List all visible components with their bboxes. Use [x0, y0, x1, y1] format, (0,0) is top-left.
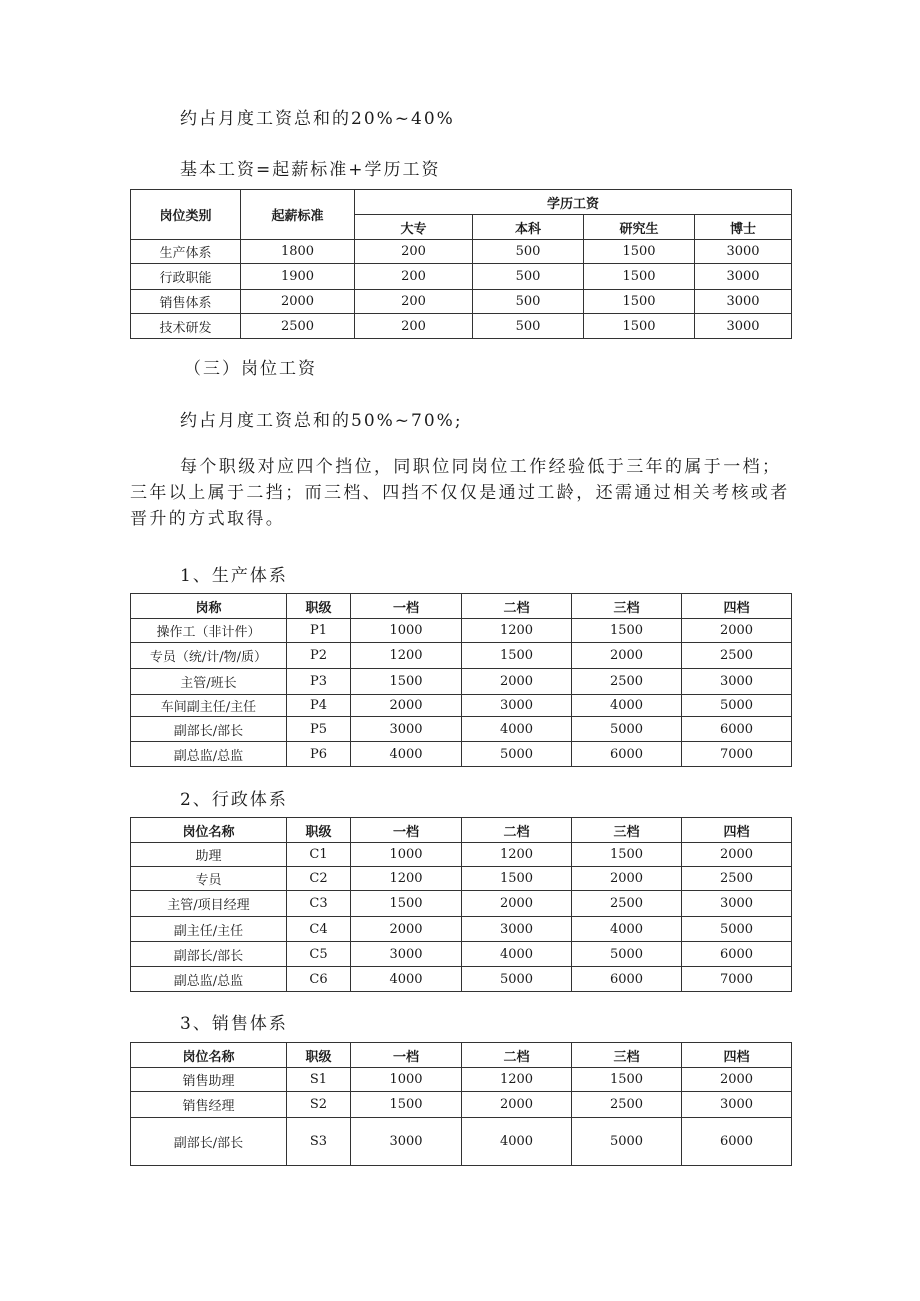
- column-header: 三档: [572, 594, 682, 619]
- table-row: [131, 967, 792, 992]
- table-cell: 4000: [351, 742, 462, 767]
- table-cell: 3000: [351, 942, 462, 967]
- table-cell: 5000: [572, 942, 682, 967]
- column-header: 四档: [682, 818, 792, 843]
- table-cell: 5000: [682, 695, 792, 717]
- table-cell: P4: [287, 695, 351, 717]
- table-cell: 1200: [462, 843, 572, 867]
- header-boshi: 博士: [695, 215, 792, 240]
- table-cell: 500: [473, 264, 584, 290]
- table-cell: 3000: [682, 669, 792, 695]
- header-category: 岗位类别: [131, 190, 241, 240]
- column-header: 岗称: [131, 594, 287, 619]
- table-cell: 主管/班长: [131, 669, 287, 695]
- table-cell: P6: [287, 742, 351, 767]
- table-cell: 200: [355, 290, 473, 314]
- table-cell: 1200: [351, 643, 462, 669]
- table-row: [131, 619, 792, 643]
- table-cell: 4000: [351, 967, 462, 992]
- table-row: [131, 1118, 792, 1166]
- column-header: 职级: [287, 818, 351, 843]
- table-row: [131, 867, 792, 891]
- header-yanjiusheng: 研究生: [584, 215, 695, 240]
- column-header: 二档: [462, 1043, 572, 1068]
- table-cell: 1000: [351, 1068, 462, 1092]
- table-cell: 7000: [682, 742, 792, 767]
- table-cell: 2500: [241, 314, 355, 339]
- table-cell: 2000: [572, 643, 682, 669]
- table-cell: S1: [287, 1068, 351, 1092]
- table-cell: 3000: [462, 917, 572, 942]
- table-cell: 车间副主任/主任: [131, 695, 287, 717]
- table-cell: 200: [355, 314, 473, 339]
- table-cell: 2000: [462, 669, 572, 695]
- table-cell: 销售体系: [131, 290, 241, 314]
- table-cell: 500: [473, 240, 584, 264]
- table-cell: 4000: [572, 917, 682, 942]
- table-cell: S3: [287, 1118, 351, 1166]
- table-cell: 6000: [682, 1118, 792, 1166]
- grade-rule-paragraph: 每个职级对应四个挡位，同职位同岗位工作经验低于三年的属于一档；三年以上属于二挡；而三档、四挡不仅仅是通过工龄，还需通过相关考核或者晋升的方式取得。: [130, 457, 790, 529]
- table-cell: P3: [287, 669, 351, 695]
- table-cell: 生产体系: [131, 240, 241, 264]
- column-header: 一档: [351, 594, 462, 619]
- table-cell: C2: [287, 867, 351, 891]
- table-cell: 200: [355, 240, 473, 264]
- section-production: 1、生产体系: [180, 566, 288, 586]
- table-cell: 200: [355, 264, 473, 290]
- table-cell: 5000: [572, 1118, 682, 1166]
- column-header: 三档: [572, 818, 682, 843]
- table-cell: 副总监/总监: [131, 967, 287, 992]
- table-cell: 1500: [584, 314, 695, 339]
- table-cell: 2000: [241, 290, 355, 314]
- table-row: [131, 290, 792, 314]
- table-cell: 1500: [584, 264, 695, 290]
- admin-salary-table: [130, 817, 792, 992]
- table-cell: 副部长/部长: [131, 717, 287, 742]
- header-start-salary: 起薪标准: [241, 190, 355, 240]
- table-row: [131, 942, 792, 967]
- table-row: [131, 843, 792, 867]
- table-cell: C6: [287, 967, 351, 992]
- column-header: 四档: [682, 594, 792, 619]
- table-cell: C1: [287, 843, 351, 867]
- table-cell: 7000: [682, 967, 792, 992]
- header-education-salary: 学历工资: [355, 190, 792, 215]
- table-cell: 4000: [572, 695, 682, 717]
- table-cell: 4000: [462, 1118, 572, 1166]
- table-cell: 4000: [462, 717, 572, 742]
- table-cell: 6000: [572, 967, 682, 992]
- column-header: 一档: [351, 818, 462, 843]
- table-cell: 500: [473, 290, 584, 314]
- table-row: [131, 695, 792, 717]
- table-cell: 2500: [572, 891, 682, 917]
- table-cell: 5000: [682, 917, 792, 942]
- table-row: [131, 669, 792, 695]
- table-cell: 2000: [351, 695, 462, 717]
- table-cell: 3000: [682, 891, 792, 917]
- table-cell: P5: [287, 717, 351, 742]
- table-cell: 5000: [572, 717, 682, 742]
- table-cell: 销售助理: [131, 1068, 287, 1092]
- table-cell: C3: [287, 891, 351, 917]
- header-dazhuan: 大专: [355, 215, 473, 240]
- table-cell: 5000: [462, 742, 572, 767]
- table-cell: 6000: [682, 942, 792, 967]
- table-cell: 1500: [572, 619, 682, 643]
- table-cell: 1500: [572, 1068, 682, 1092]
- table-cell: 专员（统/计/物/质）: [131, 643, 287, 669]
- table-cell: C5: [287, 942, 351, 967]
- table-row: [131, 240, 792, 264]
- table-cell: 2000: [572, 867, 682, 891]
- table-cell: 行政职能: [131, 264, 241, 290]
- table-cell: 3000: [695, 240, 792, 264]
- table-cell: 1500: [462, 643, 572, 669]
- table-cell: 1500: [572, 843, 682, 867]
- table-row: [131, 1092, 792, 1118]
- column-header: 二档: [462, 594, 572, 619]
- table-cell: 500: [473, 314, 584, 339]
- sales-salary-table: [130, 1042, 792, 1166]
- table-cell: 1500: [351, 1092, 462, 1118]
- table-cell: 主管/项目经理: [131, 891, 287, 917]
- table-cell: 1800: [241, 240, 355, 264]
- table-cell: 副主任/主任: [131, 917, 287, 942]
- salary-ratio-line-1: 约占月度工资总和的20%~40%: [180, 109, 455, 129]
- table-cell: 助理: [131, 843, 287, 867]
- table-cell: P1: [287, 619, 351, 643]
- column-header: 四档: [682, 1043, 792, 1068]
- table-cell: 5000: [462, 967, 572, 992]
- table-cell: 1000: [351, 619, 462, 643]
- table-cell: 3000: [351, 717, 462, 742]
- table-cell: 1200: [462, 619, 572, 643]
- table-cell: 2000: [682, 843, 792, 867]
- table-cell: 1500: [584, 290, 695, 314]
- column-header: 二档: [462, 818, 572, 843]
- table-cell: 技术研发: [131, 314, 241, 339]
- table-cell: 1500: [462, 867, 572, 891]
- table-cell: 1200: [351, 867, 462, 891]
- table-row: [131, 1068, 792, 1092]
- table-row: [131, 917, 792, 942]
- column-header: 三档: [572, 1043, 682, 1068]
- table-cell: 操作工（非计件）: [131, 619, 287, 643]
- table-cell: 2000: [462, 1092, 572, 1118]
- section-admin: 2、行政体系: [180, 790, 288, 810]
- table-row: [131, 891, 792, 917]
- header-benke: 本科: [473, 215, 584, 240]
- table-row: [131, 717, 792, 742]
- table-cell: 1200: [462, 1068, 572, 1092]
- table-cell: 3000: [695, 264, 792, 290]
- section-sales: 3、销售体系: [180, 1014, 288, 1034]
- table-cell: 副部长/部长: [131, 1118, 287, 1166]
- table-cell: 1500: [351, 669, 462, 695]
- table-cell: 副部长/部长: [131, 942, 287, 967]
- table-cell: S2: [287, 1092, 351, 1118]
- table-cell: 专员: [131, 867, 287, 891]
- table-cell: 3000: [351, 1118, 462, 1166]
- table-cell: 2000: [462, 891, 572, 917]
- table-cell: C4: [287, 917, 351, 942]
- table-cell: 1900: [241, 264, 355, 290]
- table-cell: 3000: [695, 314, 792, 339]
- column-header: 岗位名称: [131, 818, 287, 843]
- column-header: 职级: [287, 1043, 351, 1068]
- table-cell: 副总监/总监: [131, 742, 287, 767]
- table-cell: 销售经理: [131, 1092, 287, 1118]
- table-cell: 4000: [462, 942, 572, 967]
- table-row: [131, 264, 792, 290]
- table-cell: P2: [287, 643, 351, 669]
- table-cell: 2000: [682, 1068, 792, 1092]
- table-cell: 3000: [682, 1092, 792, 1118]
- table-row: [131, 742, 792, 767]
- table-cell: 1500: [584, 240, 695, 264]
- column-header: 一档: [351, 1043, 462, 1068]
- table-cell: 1500: [351, 891, 462, 917]
- production-salary-table: [130, 593, 792, 767]
- table-cell: 2500: [682, 643, 792, 669]
- column-header: 岗位名称: [131, 1043, 287, 1068]
- table-cell: 3000: [695, 290, 792, 314]
- basic-salary-table: [130, 189, 792, 339]
- basic-salary-formula: 基本工资=起薪标准+学历工资: [180, 160, 441, 180]
- table-cell: 2000: [351, 917, 462, 942]
- table-cell: 2500: [682, 867, 792, 891]
- table-cell: 6000: [682, 717, 792, 742]
- table-cell: 1000: [351, 843, 462, 867]
- table-cell: 3000: [462, 695, 572, 717]
- column-header: 职级: [287, 594, 351, 619]
- table-cell: 2000: [682, 619, 792, 643]
- table-row: [131, 643, 792, 669]
- table-row: [131, 314, 792, 339]
- table-cell: 6000: [572, 742, 682, 767]
- table-cell: 2500: [572, 669, 682, 695]
- table-cell: 2500: [572, 1092, 682, 1118]
- section-post-salary: （三）岗位工资: [184, 359, 317, 379]
- salary-ratio-line-2: 约占月度工资总和的50%~70%;: [180, 411, 463, 431]
